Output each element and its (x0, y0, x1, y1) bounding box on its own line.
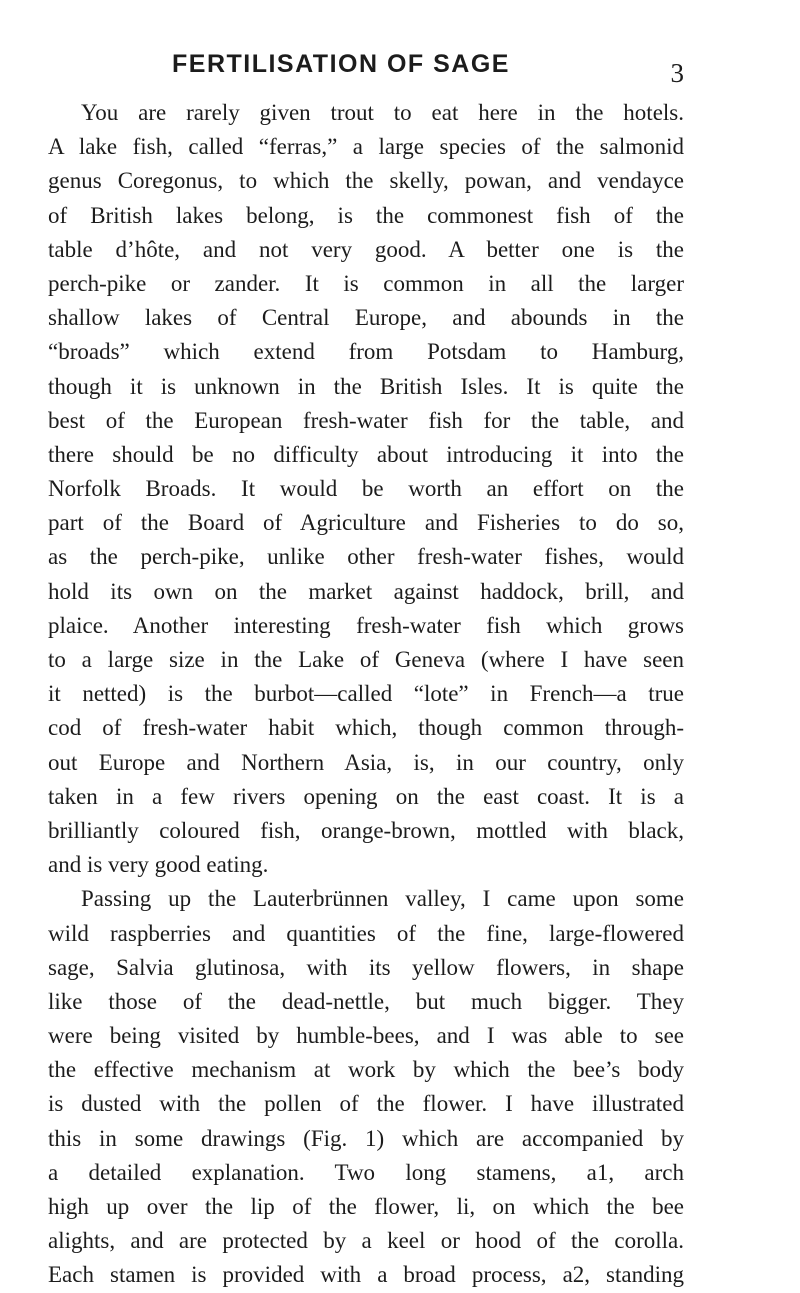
body-text (48, 96, 684, 1293)
text-line: out Europe and Northern Asia, is, in our country, only (48, 749, 684, 775)
text-line: high up over the lip of the flower, li, on which the bee (48, 1194, 684, 1219)
text-line: genus Coregonus, to which the skelly, powan, and vendayce (48, 168, 684, 194)
text-line: and is very good eating. (48, 852, 269, 878)
text-line: perch-pike or zander. It is common in all the larger (48, 270, 684, 296)
text-line: is dusted with the pollen of the flower. I have illustrated (48, 1091, 684, 1117)
text-line: though it is unknown in the British Isles. It is quite the (48, 373, 684, 399)
text-line: wild raspberries and quantities of the fine, large-flowered (48, 920, 684, 946)
text-line: were being visited by humble-bees, and I was able to see (48, 1023, 684, 1049)
text-line: You are rarely given trout to eat here in the hotels. (81, 100, 684, 125)
running-title: FERTILISATION OF SAGE (172, 50, 510, 78)
text-line: this in some drawings (Fig. 1) which are accompanied by (48, 1125, 684, 1151)
text-line: a detailed explanation. Two long stamens, a1, arch (48, 1159, 684, 1185)
text-line: Each stamen is provided with a broad process, a2, standing (48, 1262, 684, 1288)
text-line: plaice. Another interesting fresh-water fish which grows (48, 612, 684, 638)
text-line: like those of the dead-nettle, but much bigger. They (48, 988, 684, 1014)
text-line: to a large size in the Lake of Geneva (where I have seen (48, 647, 684, 672)
running-head (0, 44, 800, 88)
text-line: of British lakes belong, is the commonest fish of the (48, 202, 684, 228)
text-line: alights, and are protected by a keel or hood of the corolla. (48, 1228, 684, 1254)
text-line: Passing up the Lauterbrünnen valley, I came upon some (81, 886, 684, 912)
text-line: sage, Salvia glutinosa, with its yellow flowers, in shape (48, 954, 684, 980)
text-line: Norfolk Broads. It would be worth an effort on the (48, 476, 684, 502)
text-line: taken in a few rivers opening on the east coast. It is a (48, 783, 684, 809)
text-line: as the perch-pike, unlike other fresh-water fishes, would (48, 544, 684, 570)
text-line: hold its own on the market against haddock, brill, and (48, 578, 684, 604)
text-line: shallow lakes of Central Europe, and abounds in the (48, 305, 684, 331)
text-line: brilliantly coloured fish, orange-brown, mottled with black, (48, 817, 684, 843)
text-line: best of the European fresh-water fish for the table, and (48, 407, 684, 433)
text-line: “broads” which extend from Potsdam to Hamburg, (48, 339, 684, 365)
text-line: it netted) is the burbot—called “lote” in French—a true (48, 681, 684, 707)
text-line: cod of fresh-water habit which, though common through- (48, 715, 684, 741)
text-line: table d’hôte, and not very good. A better one is the (48, 236, 684, 262)
text-line: part of the Board of Agriculture and Fisheries to do so, (48, 510, 684, 536)
text-line: there should be no difficulty about introducing it into the (48, 441, 684, 467)
text-line: A lake fish, called “ferras,” a large species of the salmonid (48, 134, 684, 160)
page-number: 3 (670, 58, 684, 88)
text-line: the effective mechanism at work by which the bee’s body (48, 1057, 684, 1083)
